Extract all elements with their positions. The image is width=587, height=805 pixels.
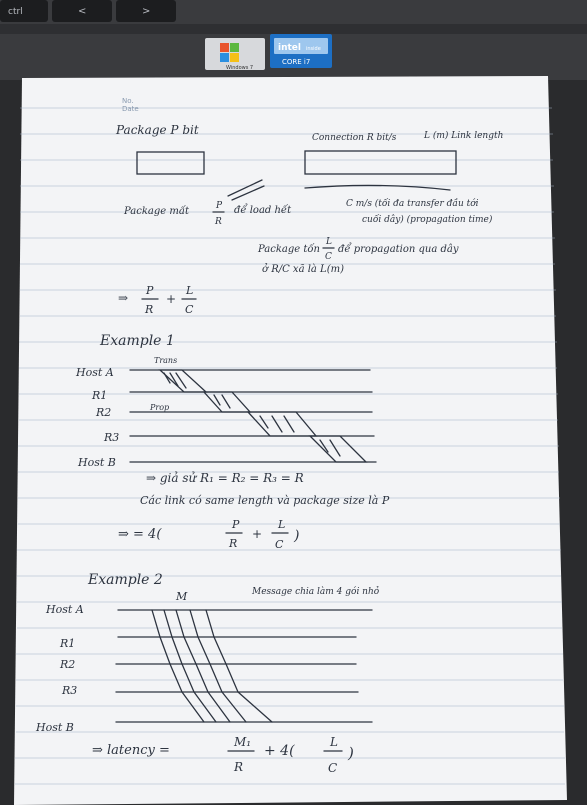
ex2-label-hosta: Host A (46, 603, 84, 616)
cms-text2: cuối dây) (propagation time) (362, 215, 493, 225)
key-right-label: > (142, 6, 151, 17)
ex1-assume: ⇒ giả sử R₁ = R₂ = R₃ = R (146, 471, 304, 485)
ex2-formula-den1: R (234, 760, 244, 774)
propagate-line2: ở R/C xã là L(m) (262, 264, 344, 275)
connection-label: Connection R bit/s (312, 133, 397, 143)
result-den1: R (145, 303, 154, 316)
result-num2: L (186, 284, 194, 297)
package-label: Package P bit (116, 123, 199, 137)
package-time-text: Package mất (124, 206, 189, 217)
key-ctrl-label: ctrl (8, 7, 23, 17)
result-arrow: ⇒ (118, 291, 129, 305)
ex1-label-hostb: Host B (78, 456, 116, 469)
example1-title: Example 1 (100, 333, 175, 349)
ex2-formula-prefix: ⇒ latency = (92, 743, 170, 758)
cms-text: C m/s (tối đa transfer đầu tới (346, 199, 479, 209)
ex1-formula-plus: + (252, 527, 263, 541)
hinge (0, 24, 587, 34)
ex1-formula-den2: C (275, 538, 284, 551)
ex1-label-r3: R3 (104, 431, 120, 444)
result-den2: C (185, 303, 194, 316)
ex1-note: Các link có same length và package size là P (140, 494, 390, 507)
ex1-formula-prefix: ⇒ = 4( (118, 527, 162, 542)
ex1-label-hosta: Host A (76, 366, 114, 379)
windows-logo-icon (220, 43, 229, 52)
ex2-formula-num1: M₁ (234, 735, 252, 749)
intel-sticker (270, 34, 332, 68)
ex1-formula-num2: L (278, 518, 286, 531)
notebook-page (14, 76, 567, 805)
header-no: No. (122, 97, 134, 105)
key-left-label: < (78, 6, 87, 17)
frac-c: C (325, 252, 332, 262)
windows-sticker (205, 38, 265, 71)
trans-label: Trans (154, 356, 178, 365)
example2-note: Message chia làm 4 gói nhỏ (252, 587, 380, 597)
ex2-label-hostb: Host B (36, 721, 74, 734)
ex1-label-r2: R2 (96, 406, 112, 419)
ex1-label-r1: R1 (92, 389, 108, 402)
result-num1: P (146, 284, 154, 297)
prop-label: Prop (150, 403, 170, 412)
length-label: L (m) Link length (424, 131, 504, 141)
load-text: để load hết (234, 205, 292, 216)
example2-m-label: M (176, 590, 188, 603)
ex1-formula-num1: P (232, 518, 240, 531)
propagate-line1-tail: để propagation qua dây (338, 244, 459, 255)
ex2-formula-den2: C (328, 761, 338, 775)
intel-model: CORE i7 (282, 58, 311, 66)
frac-r: R (215, 217, 222, 227)
result-plus: + (166, 292, 177, 306)
ex1-formula-suffix: ) (294, 528, 300, 544)
ex1-formula-den1: R (229, 537, 238, 550)
intel-sub: inside (306, 46, 321, 52)
frac-l: L (326, 237, 332, 247)
ex2-formula-suffix: ) (348, 744, 354, 762)
ex2-label-r1: R1 (60, 637, 76, 650)
header-date: Date (122, 105, 139, 113)
ex2-formula-plus: + 4( (264, 743, 295, 759)
ex2-label-r2: R2 (60, 658, 76, 671)
intel-brand: intel (278, 43, 301, 53)
example2-title: Example 2 (88, 572, 163, 588)
propagate-line1: Package tốn (258, 244, 320, 255)
frac-p: P (216, 201, 223, 211)
ex2-label-r3: R3 (62, 684, 78, 697)
ex2-formula-num2: L (330, 735, 338, 749)
windows-sticker-label: Windows 7 (226, 65, 254, 71)
